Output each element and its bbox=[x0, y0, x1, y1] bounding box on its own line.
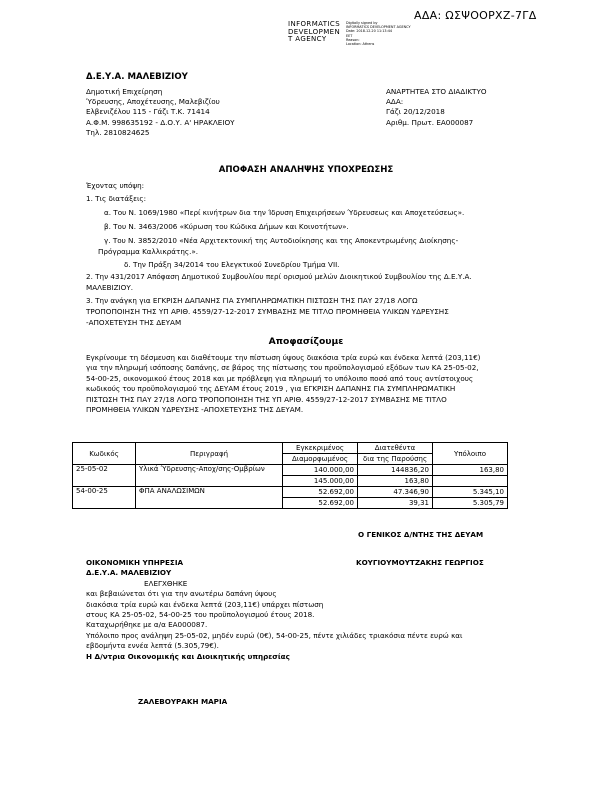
table-row bbox=[73, 465, 508, 476]
col-header-approved: Εγκεκριμένος bbox=[283, 443, 358, 454]
cell-description: Υλικά Ύδρευσης-Αποχ/σης-Ομβρίων bbox=[136, 465, 283, 487]
header-right-block bbox=[386, 87, 487, 128]
budget-table bbox=[72, 442, 508, 509]
signer-right-name: ΚΟΥΓΙΟΥΜΟΥΤΖΑΚΗΣ ΓΕΩΡΓΙΟΣ bbox=[356, 558, 484, 567]
col-header-allocated: Διατεθέντα bbox=[358, 443, 433, 454]
econ-line: στους ΚΑ 25-05-02, 54-00-25 του προϋπολογισμού έτους 2018. bbox=[86, 610, 315, 620]
col-header-code: Κωδικός bbox=[73, 443, 136, 465]
econ-org-name: Δ.Ε.Υ.Α. ΜΑΛΕΒΙΖΙΟΥ bbox=[86, 568, 172, 578]
stamp-detail-line: INFORMATICS DEVELOPMENT AGENCY bbox=[346, 25, 411, 30]
header-left-line: Τηλ. 2810824625 bbox=[86, 127, 150, 137]
header-right-line: Αριθμ. Πρωτ. ΕΑ000087 bbox=[386, 117, 474, 127]
econ-service-title: ΟΙΚΟΝΟΜΙΚΗ ΥΠΗΡΕΣΙΑ bbox=[86, 558, 184, 567]
header-left-line: Ελβενιζέλου 115 - Γάζι Τ.Κ. 71414 bbox=[86, 107, 210, 117]
table-row bbox=[73, 487, 508, 498]
stamp-detail-line: Reason: bbox=[346, 37, 360, 42]
stamp-details bbox=[346, 21, 411, 46]
econ-director-label: Η Δ/ντρια Οικονομικής και Διοικητικής υπηρεσίας bbox=[86, 651, 290, 661]
stamp-detail-line: Date: 2018.12.20 11:13:44 bbox=[346, 29, 393, 34]
cell-allocated: 39,31 bbox=[358, 498, 433, 509]
item-2-cont: ΜΑΛΕΒΙΖΙΟΥ. bbox=[86, 283, 134, 292]
econ-line: διακόσια τρία ευρώ και ένδεκα λεπτά (203,11€) υπάρχει πίστωση bbox=[86, 599, 324, 609]
col-subheader-allocated: δια της Παρούσης bbox=[358, 454, 433, 465]
cell-allocated: 163,80 bbox=[358, 476, 433, 487]
decision-heading: Αποφασίζουμε bbox=[268, 336, 344, 347]
cell-description: ΦΠΑ ΑΝΑΛΩΣΙΜΩΝ bbox=[136, 487, 283, 509]
col-header-description: Περιγραφή bbox=[136, 443, 283, 465]
sub-item-a: α. Του Ν. 1069/1980 «Περί κινήτρων δια την Ίδρυση Επιχειρήσεων Ύδρευσεως και Αποχετεύσεως». bbox=[104, 208, 465, 217]
header-left-line: Ύδρευσης, Αποχέτευσης, Μαλεβιζίου bbox=[86, 97, 220, 107]
header-left-block bbox=[86, 87, 235, 138]
cell-code: 54-00-25 bbox=[73, 487, 136, 509]
sub-item-c: γ. Του Ν. 3852/2010 «Νέα Αρχιτεκτονική της Αυτοδιοίκησης και της Αποκεντρωμένης Διοίκησης- bbox=[104, 236, 459, 245]
stamp-detail-line: EET bbox=[346, 33, 353, 38]
econ-line: Καταχωρήθηκε με α/α ΕΑ000087. bbox=[86, 620, 208, 630]
item-1: 1. Τις διατάξεις: bbox=[86, 194, 147, 203]
item-2: 2. Την 431/2017 Απόφαση Δημοτικού Συμβουλίου περί ορισμού μελών Διοικητικού Συμβουλίου της Δ.Ε.Υ.Α. bbox=[86, 272, 472, 281]
col-header-balance: Υπόλοιπο bbox=[433, 443, 508, 465]
decision-line: Εγκρίνουμε τη δέσμευση και διαθέτουμε την πίστωση ύψους διακόσια τρία ευρώ και ένδεκα λεπτά (203,11€) bbox=[86, 353, 481, 362]
digital-signature-stamp bbox=[288, 21, 340, 44]
header-right-line: ΑΔΑ: bbox=[386, 97, 404, 107]
item-3-cont: ΤΡΟΠΟΠΟΙΗΣΗ ΤΗΣ ΥΠ ΑΡΙΘ. 4559/27-12-2017 ΣΥΜΒΑΣΗΣ ΜΕ ΤΙΤΛΟ ΠΡΟΜΗΘΕΙΑ ΥΛΙΚΩΝ ΥΔΡΕΥΣΗΣ bbox=[86, 307, 449, 316]
stamp-detail-line: Location: Athens bbox=[346, 42, 375, 47]
stamp-detail-line: Digitally signed by bbox=[346, 21, 378, 25]
header-left-line: Α.Φ.Μ. 998635192 - Δ.Ο.Υ. Α' ΗΡΑΚΛΕΙΟΥ bbox=[86, 117, 235, 127]
document-title: ΑΠΟΦΑΣΗ ΑΝΑΛΗΨΗΣ ΥΠΟΧΡΕΩΣΗΣ bbox=[218, 165, 394, 175]
cell-approved: 52.692,00 bbox=[283, 498, 358, 509]
cell-allocated: 47.346,90 bbox=[358, 487, 433, 498]
cell-allocated: 144836,20 bbox=[358, 465, 433, 476]
decision-line: ΠΡΟΜΗΘΕΙΑ ΥΛΙΚΩΝ ΥΔΡΕΥΣΗΣ -ΑΠΟΧΕΤΕΥΣΗΣ ΤΗΣ ΔΕΥΑΜ. bbox=[86, 405, 304, 415]
cell-approved: 140.000,00 bbox=[283, 465, 358, 476]
decision-line: ΠΙΣΤΩΣΗ ΤΗΣ ΠΑΥ 27/18 ΛΟΓΩ ΤΡΟΠΟΠΟΙΗΣΗ ΤΗΣ ΥΠ ΑΡΙΘ. 4559/27-12-2017 ΣΥΜΒΑΣΗΣ ΜΕ ΤΙΤΛΟ bbox=[86, 394, 447, 404]
decision-paragraph bbox=[86, 353, 528, 415]
stamp-line: DEVELOPMEN bbox=[288, 27, 341, 36]
econ-checked-label: ΕΛΕΓΧΘΗΚΕ bbox=[144, 578, 188, 588]
cell-balance: 5.345,10 bbox=[433, 487, 508, 498]
decision-line: κωδικούς του προϋπολογισμού της ΔΕΥΑΜ έτους 2019 , για ΕΓΚΡΙΣΗ ΔΑΠΑΝΗΣ ΓΙΑ ΣΥΜΠΛΗΡΩΜΑΤΙΚΗ bbox=[86, 384, 456, 394]
sub-item-c-cont: Πρόγραμμα Καλλικράτης.». bbox=[98, 247, 199, 256]
intro-text: Έχοντας υπόψη: bbox=[86, 181, 145, 190]
general-director-label: Ο ΓΕΝΙΚΟΣ Δ/ΝΤΗΣ ΤΗΣ ΔΕΥΑΜ bbox=[358, 530, 484, 539]
econ-line: Υπόλοιπο προς ανάληψη 25-05-02, μηδέν ευρώ (0€), 54-00-25, πέντε χιλιάδες τριακόσια πέντε ευρώ και bbox=[86, 630, 463, 640]
stamp-line: INFORMATICS bbox=[288, 20, 341, 28]
header-left-line: Δημοτική Επιχείρηση bbox=[86, 87, 163, 96]
cell-balance bbox=[433, 476, 508, 487]
economic-service-block bbox=[86, 558, 462, 662]
econ-line: και βεβαιώνεται ότι για την ανωτέρω δαπάνη ύψους bbox=[86, 589, 277, 599]
cell-approved: 145.000,00 bbox=[283, 476, 358, 487]
cell-balance: 5.305,79 bbox=[433, 498, 508, 509]
signer-bottom-name: ΖΑΛΕΒΟΥΡΑΚΗ ΜΑΡΙΑ bbox=[138, 697, 228, 706]
decision-line: 54-00-25, οικονομικού έτους 2018 και με πρόβλεψη για πληρωμή το υπόλοιπο ποσό από τους αντίστοιχους bbox=[86, 373, 474, 383]
organization-title: Δ.Ε.Υ.Α. ΜΑΛΕΒΙΖΙΟΥ bbox=[86, 72, 188, 82]
cell-approved: 52.692,00 bbox=[283, 487, 358, 498]
stamp-line: T AGENCY bbox=[288, 35, 327, 44]
table-header-row bbox=[73, 443, 508, 454]
item-3-cont: -ΑΠΟΧΕΤΕΥΣΗ ΤΗΣ ΔΕΥΑΜ bbox=[86, 318, 182, 327]
sub-item-d: δ. Την Πράξη 34/2014 του Ελεγκτικού Συνεδρίου Τμήμα VII. bbox=[124, 260, 340, 269]
item-3: 3. Την ανάγκη για ΕΓΚΡΙΣΗ ΔΑΠΑΝΗΣ ΓΙΑ ΣΥΜΠΛΗΡΩΜΑΤΙΚΗ ΠΙΣΤΩΣΗ ΤΗΣ ΠΑΥ 27/18 ΛΟΓΩ bbox=[86, 296, 418, 305]
sub-item-b: β. Του Ν. 3463/2006 «Κύρωση του Κώδικα Δήμων και Κοινοτήτων». bbox=[104, 222, 349, 231]
decision-line: για την πληρωμή ισόποσης δαπάνης, σε βάρος της πίστωσης του προϋπολογισμού εξόδων των ΚΑ 25-05-02, bbox=[86, 363, 479, 373]
header-right-line: ΑΝΑΡΤΗΤΕΑ ΣΤΟ ΔΙΑΔΙΚΤΥΟ bbox=[386, 87, 487, 96]
cell-code: 25-05-02 bbox=[73, 465, 136, 487]
header-right-line: Γάζι 20/12/2018 bbox=[386, 107, 445, 117]
ada-label: ΑΔΑ: ΩΣΨΟΟΡΧΖ-7ΓΔ bbox=[414, 9, 537, 22]
col-subheader-approved: Διαμορφωμένος bbox=[283, 454, 358, 465]
cell-balance: 163,80 bbox=[433, 465, 508, 476]
econ-line: εβδομήντα εννέα λεπτά (5.305,79€). bbox=[86, 641, 219, 651]
